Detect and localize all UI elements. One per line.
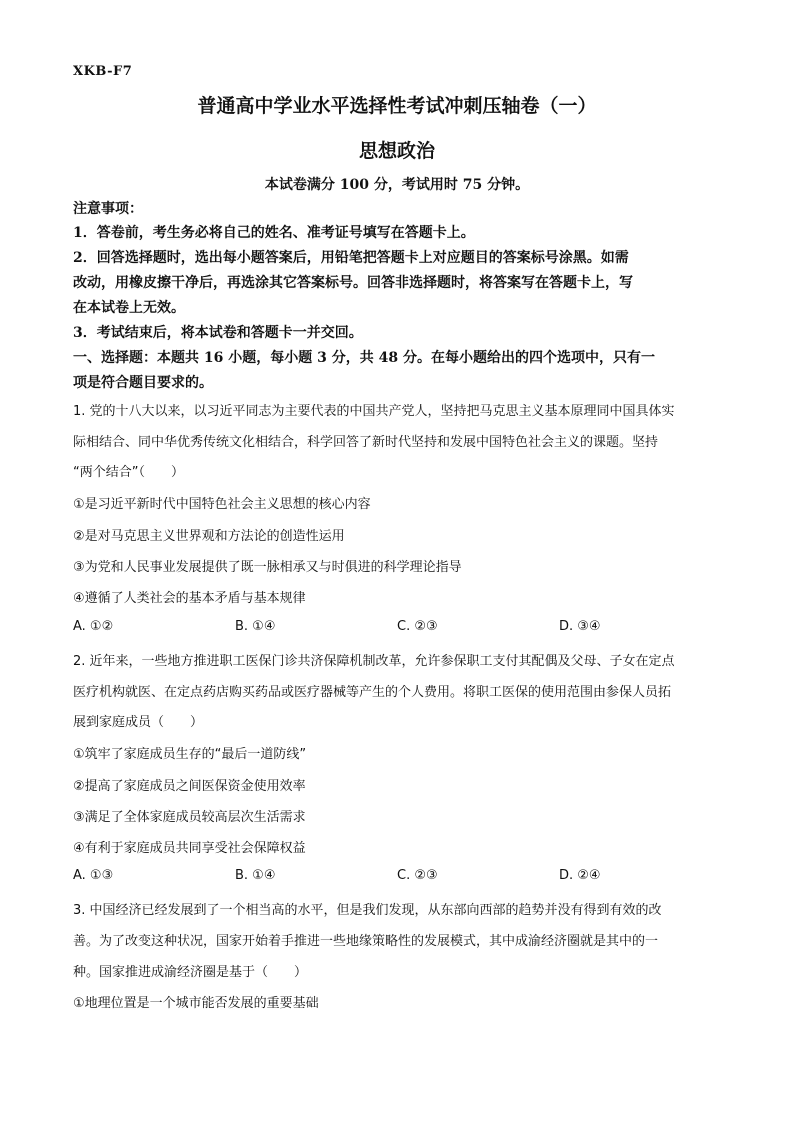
question-stem: 1. 党的十八大以来，以习近平同志为主要代表的中国共产党人，坚持把马克思主义基本原理同中国具体实 xyxy=(73,404,675,419)
statement: ②是对马克思主义世界观和方法论的创造性运用 xyxy=(73,529,345,544)
choice-d[interactable]: D. ③④ xyxy=(559,619,601,634)
statement: ③为党和人民事业发展提供了既一脉相承又与时俱进的科学理论指导 xyxy=(73,560,462,575)
choice-a[interactable]: A. ①③ xyxy=(73,868,114,883)
section-heading: 一、选择题：本题共 16 小题，每小题 3 分，共 48 分。在每小题给出的四个选项中，只有一 xyxy=(73,350,655,366)
notice-item: 1．答卷前，考生务必将自己的姓名、准考证号填写在答题卡上。 xyxy=(73,225,475,241)
notice-item: 3．考试结束后，将本试卷和答题卡一并交回。 xyxy=(73,325,363,341)
statement: ①地理位置是一个城市能否发展的重要基础 xyxy=(73,996,319,1011)
paper-title: 普通高中学业水平选择性考试冲刺压轴卷（一） xyxy=(197,95,597,117)
question-stem: 种。国家推进成渝经济圈是基于（ ） xyxy=(73,965,308,980)
notice-item: 2．回答选择题时，选出每小题答案后，用铅笔把答题卡上对应题目的答案标号涂黑。如需 xyxy=(73,250,629,266)
exam-info: 本试卷满分 100 分，考试用时 75 分钟。 xyxy=(264,177,530,193)
notice-item: 在本试卷上无效。 xyxy=(73,300,185,316)
question-stem: 展到家庭成员（ ） xyxy=(73,715,204,730)
choice-b[interactable]: B. ①④ xyxy=(235,619,276,634)
choice-d[interactable]: D. ②④ xyxy=(559,868,601,883)
statement: ①是习近平新时代中国特色社会主义思想的核心内容 xyxy=(73,497,371,512)
statement: ④有利于家庭成员共同享受社会保障权益 xyxy=(73,841,306,856)
question-stem: 善。为了改变这种状况，国家开始着手推进一些地缘策略性的发展模式，其中成渝经济圈就是其中的一 xyxy=(73,934,659,949)
question-stem: 2. 近年来，一些地方推进职工医保门诊共济保障机制改革，允许参保职工支付其配偶及父母、子女在定点 xyxy=(73,654,675,669)
subject-title: 思想政治 xyxy=(358,140,435,162)
section-heading: 项是符合题目要求的。 xyxy=(73,375,213,391)
choice-c[interactable]: C. ②③ xyxy=(397,868,438,883)
choice-a[interactable]: A. ①② xyxy=(73,619,114,634)
statement: ②提高了家庭成员之间医保资金使用效率 xyxy=(73,779,306,794)
paper-code: XKB-F7 xyxy=(73,64,133,79)
question-stem: “两个结合”（ ） xyxy=(73,465,184,480)
notice-item: 改动，用橡皮擦干净后，再选涂其它答案标号。回答非选择题时，将答案写在答题卡上，写 xyxy=(73,275,633,291)
question-stem: 医疗机构就医、在定点药店购买药品或医疗器械等产生的个人费用。将职工医保的使用范围由参保人员拓 xyxy=(73,685,672,700)
choice-b[interactable]: B. ①④ xyxy=(235,868,276,883)
statement: ④遵循了人类社会的基本矛盾与基本规律 xyxy=(73,591,306,606)
notice-heading: 注意事项： xyxy=(73,201,143,217)
question-stem: 际相结合、同中华优秀传统文化相结合，科学回答了新时代坚持和发展中国特色社会主义的课题。坚持 xyxy=(73,435,659,450)
statement: ①筑牢了家庭成员生存的“最后一道防线” xyxy=(73,747,307,762)
statement: ③满足了全体家庭成员较高层次生活需求 xyxy=(73,810,306,825)
question-stem: 3. 中国经济已经发展到了一个相当高的水平，但是我们发现，从东部向西部的趋势并没有得到有效的改 xyxy=(73,903,662,918)
choice-c[interactable]: C. ②③ xyxy=(397,619,438,634)
